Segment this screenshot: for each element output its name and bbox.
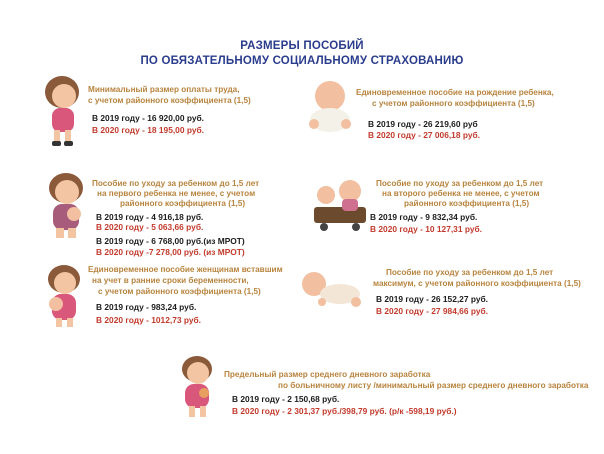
early-pregnancy-label-line2: на учет в ранние сроки беременности, — [92, 276, 249, 285]
max-care-2019-value: В 2019 году - 26 152,27 руб. — [376, 294, 488, 304]
mrot-2019-value: В 2019 году - 16 920,00 руб. — [92, 113, 204, 123]
early-pregnancy-2019-value: В 2019 году - 983,24 руб. — [96, 302, 197, 312]
first-child-2020-mrot-value: В 2020 году -7 278,00 руб. (из МРОТ) — [96, 247, 245, 257]
birth-2020-value: В 2020 году - 27 006,18 руб. — [368, 130, 480, 140]
first-child-2019-mrot-value: В 2019 году - 6 768,00 руб.(из МРОТ) — [96, 236, 245, 246]
first-child-2020-value: В 2020 году - 5 063,66 руб. — [96, 222, 204, 232]
girl-with-doll-illustration — [176, 353, 220, 419]
second-child-label-line1: Пособие по уходу за ребенком до 1,5 лет — [376, 179, 544, 188]
mother-with-baby-illustration — [44, 170, 90, 240]
mrot-label-line2: с учетом районного коэффициента (1,5) — [88, 96, 251, 105]
second-child-2019-value: В 2019 году - 9 832,34 руб. — [370, 212, 478, 222]
max-care-label-line1: Пособие по уходу за ребенком до 1,5 лет — [386, 268, 554, 277]
second-child-label-line2: на второго ребенка не менее, с учетом — [382, 189, 540, 198]
mother-holding-child-illustration — [42, 262, 88, 328]
daily-earnings-2019-value: В 2019 году - 2 150,68 руб. — [232, 394, 340, 404]
second-child-label-line3: районного коэффициента (1,5) — [404, 199, 530, 208]
girl-figure-illustration — [40, 72, 86, 148]
page-title: РАЗМЕРЫ ПОСОБИЙ — [240, 40, 364, 52]
daily-earnings-label-line2: по больничному листу /минимальный размер среднего дневного заработка — [278, 381, 589, 390]
mrot-label-line1: Минимальный размер оплаты труда, — [88, 85, 240, 94]
baby-sitting-illustration — [306, 78, 354, 134]
max-care-label-line2: максимум, с учетом районного коэффициента (1,5) — [373, 279, 581, 288]
daily-earnings-label-line1: Предельный размер среднего дневного заработка — [224, 370, 431, 379]
birth-label-line1: Единовременное пособие на рождение ребенка, — [356, 88, 554, 97]
first-child-2019-value: В 2019 году - 4 916,18 руб. — [96, 212, 204, 222]
mrot-2020-value: В 2020 году - 18 195,00 руб. — [92, 125, 204, 135]
birth-label-line2: с учетом районного коэффициента (1,5) — [372, 99, 535, 108]
first-child-label-line1: Пособие по уходу за ребенком до 1,5 лет — [92, 179, 260, 188]
first-child-label-line2: на первого ребенка не менее, с учетом — [97, 189, 256, 198]
children-in-cart-illustration — [310, 177, 372, 233]
page-subtitle: ПО ОБЯЗАТЕЛЬНОМУ СОЦИАЛЬНОМУ СТРАХОВАНИЮ — [140, 55, 464, 67]
max-care-2020-value: В 2020 году - 27 984,66 руб. — [376, 306, 488, 316]
second-child-2020-value: В 2020 году - 10 127,31 руб. — [370, 224, 482, 234]
daily-earnings-2020-value: В 2020 году - 2 301,37 руб./398,79 руб. (р/к -598,19 руб.) — [232, 406, 457, 416]
early-pregnancy-label-line3: с учетом районного коэффициента (1,5) — [98, 287, 261, 296]
crawling-baby-illustration — [300, 270, 366, 310]
early-pregnancy-2020-value: В 2020 году - 1012,73 руб. — [96, 315, 201, 325]
first-child-label-line3: районного коэффициента (1,5) — [120, 199, 246, 208]
birth-2019-value: В 2019 году - 26 219,60 руб — [368, 119, 478, 129]
early-pregnancy-label-line1: Единовременное пособие женщинам вставшим — [88, 265, 283, 274]
